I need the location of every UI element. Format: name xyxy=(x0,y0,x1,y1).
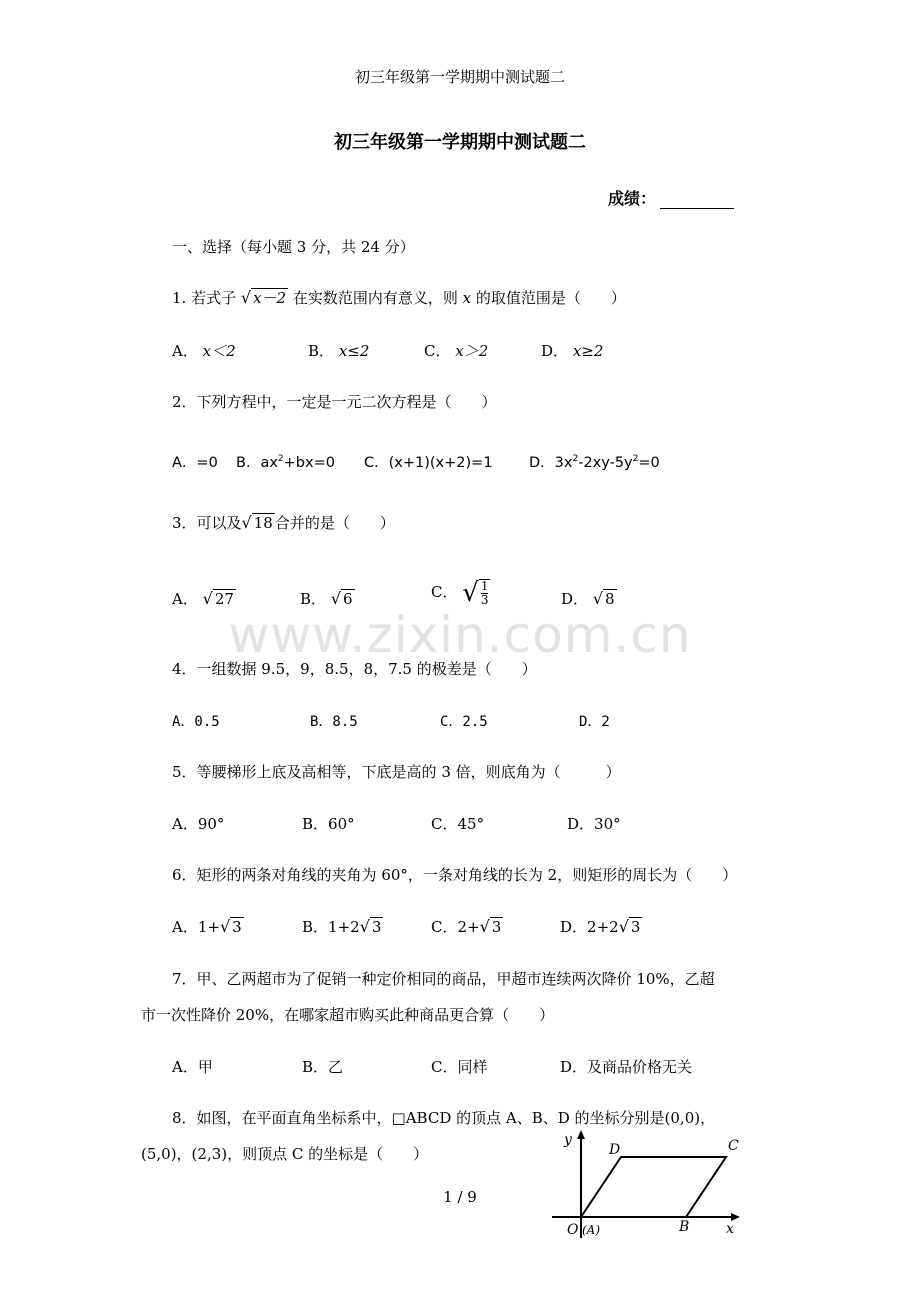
q5-option-c: C．45° xyxy=(431,815,485,833)
label-a: (A) xyxy=(582,1223,601,1237)
q2-option-b: B．$ax^2+bx=0$ xyxy=(236,454,335,471)
watermark: www.zixin.com.cn xyxy=(228,606,692,664)
q1-option-a: A． x＜2 xyxy=(172,342,236,360)
q1-var: x xyxy=(462,289,472,307)
q6-option-b: B．1+2√ 3 xyxy=(302,917,382,936)
section-heading: 一、选择（每小题 3 分，共 24 分） xyxy=(172,238,415,256)
q1-stem-a: 1. 若式子 xyxy=(172,289,237,307)
score-field xyxy=(608,186,734,209)
label-d: D xyxy=(609,1142,621,1158)
label-o: O xyxy=(567,1222,579,1238)
question-4: 4．一组数据 9.5，9，8.5，8，7.5 的极差是（ ） xyxy=(172,660,537,678)
q4-option-b: B．8.5 xyxy=(310,714,358,730)
parallelogram-abcd xyxy=(581,1157,726,1217)
q5-option-b: B．60° xyxy=(302,815,355,833)
question-1 xyxy=(172,287,626,308)
q5-option-d: D．30° xyxy=(567,815,621,833)
label-y: y xyxy=(564,1132,572,1148)
q1-option-b: B． x≤2 xyxy=(308,342,370,360)
question-8-line-2: (5,0)，(2,3)，则顶点 C 的坐标是（ ） xyxy=(141,1145,429,1163)
q6-option-c: C．2+√ 3 xyxy=(431,917,502,936)
q2-option-c: C．(x+1)(x+2)=1 xyxy=(364,455,493,471)
q3-option-d: D． √ 8 xyxy=(561,589,615,608)
q7-option-a: A．甲 xyxy=(172,1058,213,1076)
parallelogram-figure xyxy=(548,1130,748,1242)
q1-stem-b: 在实数范围内有意义，则 xyxy=(292,289,458,307)
q3-radical: √ 18 xyxy=(241,513,273,532)
question-7-line-1: 7．甲、乙两超市为了促销一种定价相同的商品，甲超市连续两次降价 10%，乙超 xyxy=(172,970,715,988)
q7-option-d: D．及商品价格无关 xyxy=(560,1058,693,1076)
q3-option-c: C． √ $\frac{1}{3}$ xyxy=(431,578,489,608)
q3-option-b: B． √ 6 xyxy=(300,589,353,608)
label-c: C xyxy=(728,1138,739,1154)
page-title: 初三年级第一学期期中测试题二 xyxy=(334,132,586,153)
q7-option-b: B．乙 xyxy=(302,1058,344,1076)
score-blank xyxy=(660,192,734,209)
q1-radical: √ x－2 xyxy=(240,288,287,307)
q5-option-a: A．90° xyxy=(172,815,225,833)
q6-option-a: A．1+√ 3 xyxy=(172,917,242,936)
q1-option-c: C． x＞2 xyxy=(424,342,489,360)
y-axis-arrow xyxy=(577,1130,585,1139)
q1-option-d: D． x≥2 xyxy=(541,342,604,360)
question-3: 3．可以及√ 18 合并的是（ ） xyxy=(172,513,395,532)
running-header: 初三年级第一学期期中测试题二 xyxy=(354,68,565,86)
score-label: 成绩： xyxy=(608,189,657,208)
question-2: 2．下列方程中，一定是一元二次方程是（ ） xyxy=(172,393,497,411)
q4-option-d: D．2 xyxy=(579,714,610,730)
question-7-line-2: 市一次性降价 20%，在哪家超市购买此种商品更合算（ ） xyxy=(141,1006,555,1024)
label-x: x xyxy=(726,1221,734,1237)
q3-option-a: A． √ 27 xyxy=(172,589,234,608)
q2-option-a: A．=0 xyxy=(172,455,218,471)
question-8-line-1: 8．如图，在平面直角坐标系中，□ABCD 的顶点 A、B、D 的坐标分别是(0,0)， xyxy=(172,1109,716,1127)
q2-option-d: D．$3x^2-2xy-5y^2=0$ xyxy=(529,454,660,471)
q7-option-c: C．同样 xyxy=(431,1058,488,1076)
q4-option-c: C．2.5 xyxy=(440,714,488,730)
question-6: 6．矩形的两条对角线的夹角为 60°，一条对角线的长为 2，则矩形的周长为（ ） xyxy=(172,866,738,884)
page-number: 1 / 9 xyxy=(443,1188,477,1206)
q1-stem-c: 的取值范围是（ ） xyxy=(475,289,626,307)
q4-option-a: A．0.5 xyxy=(172,714,220,730)
x-axis-arrow xyxy=(731,1213,740,1221)
label-b: B xyxy=(679,1219,690,1235)
q6-option-d: D．2+2√ 3 xyxy=(560,917,641,936)
question-5: 5．等腰梯形上底及高相等，下底是高的 3 倍，则底角为（ ） xyxy=(172,763,621,781)
